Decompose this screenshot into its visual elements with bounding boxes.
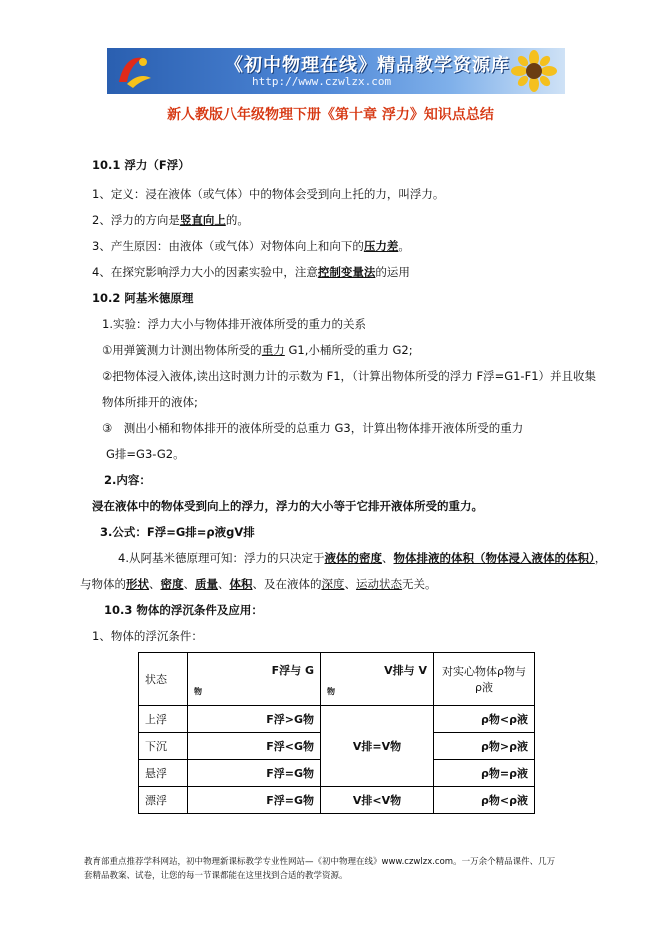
float-condition-heading: 1、物体的浮沉条件： — [92, 629, 203, 643]
state-cell: 漂浮 — [139, 787, 188, 814]
document-title: 新人教版八年级物理下册《第十章 浮力》知识点总结 — [167, 107, 494, 123]
header-volume: V排与 V 物 — [321, 653, 434, 706]
experiment-step-2a: ②把物体浸入液体,读出这时测力计的示数为 F1，（计算出物体所受的浮力 F浮=G1-F1）并且收集 — [102, 369, 597, 383]
density-cell: ρ物=ρ液 — [434, 760, 535, 787]
volume-merged-cell: V排=V物 — [321, 706, 434, 787]
section-10-2-heading: 10.2 阿基米德原理 — [92, 291, 194, 305]
force-cell: F浮<G物 — [188, 733, 321, 760]
page-footer — [84, 855, 644, 883]
experiment-step-3a: ③ 测出小桶和物体排开的液体所受的总重力 G3，计算出物体排开液体所受的重力 — [102, 421, 524, 435]
header-force: F浮与 G 物 — [188, 653, 321, 706]
density-cell: ρ物>ρ液 — [434, 733, 535, 760]
footer-line-2: 套精品教案、试卷，让您的每一节课都能在这里找到合适的教学资源。 — [84, 871, 348, 881]
method-line: 4、在探究影响浮力大小的因素实验中，注意控制变量法的运用 — [92, 265, 410, 279]
experiment-step-3b: G排=G3-G2。 — [106, 447, 185, 461]
cause-line: 3、产生原因：由液体（或气体）对物体向上和向下的压力差。 — [92, 239, 410, 253]
section-10-1-heading: 10.1 浮力（F浮） — [92, 158, 190, 172]
float-condition-table — [138, 652, 535, 814]
table-row — [139, 706, 535, 733]
conclusion-line-a: 4.从阿基米德原理可知：浮力的只决定于液体的密度、物体排液的体积（物体浸入液体的体积）， — [118, 551, 607, 565]
banner-url: http://www.czwlzx.com — [252, 75, 392, 88]
section-10-3-heading: 10.3 物体的浮沉条件及应用： — [104, 603, 263, 617]
footer-line-1: 教育部重点推荐学科网站，初中物理新课标教学专业性网站—《初中物理在线》www.czwlzx.com。一万余个精品课件、几万 — [84, 857, 556, 867]
content-line: 浸在液体中的物体受到向上的浮力，浮力的大小等于它排开液体所受的重力。 — [92, 499, 483, 513]
formula-line: 3.公式：F浮=G排=ρ液gV排 — [100, 525, 255, 539]
density-cell: ρ物<ρ液 — [434, 787, 535, 814]
experiment-line: 1.实验：浮力大小与物体排开液体所受的重力的关系 — [102, 317, 366, 331]
experiment-step-1: ①用弹簧测力计测出物体所受的重力 G1,小桶所受的重力 G2; — [102, 343, 413, 357]
definition-line: 1、定义：浸在液体（或气体）中的物体会受到向上托的力，叫浮力。 — [92, 187, 445, 201]
banner-title: 《初中物理在线》精品教学资源库 — [225, 55, 510, 76]
force-cell: F浮=G物 — [188, 760, 321, 787]
force-cell: F浮=G物 — [188, 787, 321, 814]
content-heading: 2.内容： — [104, 473, 151, 487]
header-density: 对实心物体ρ物与ρ液 — [434, 653, 535, 706]
state-cell: 上浮 — [139, 706, 188, 733]
header-state: 状态 — [139, 653, 188, 706]
conclusion-line-b: 与物体的形状、密度、质量、体积、及在液体的深度、运动状态无关。 — [80, 577, 437, 591]
sunflower-icon — [507, 50, 561, 92]
table-row — [139, 787, 535, 814]
force-cell: F浮>G物 — [188, 706, 321, 733]
logo-icon — [113, 52, 153, 90]
direction-line: 2、浮力的方向是竖直向上的。 — [92, 213, 249, 227]
header-banner — [107, 48, 565, 94]
experiment-step-2b: 物体所排开的液体; — [102, 395, 198, 409]
table-header-row — [139, 653, 535, 706]
volume-cell: V排<V物 — [321, 787, 434, 814]
state-cell: 悬浮 — [139, 760, 188, 787]
state-cell: 下沉 — [139, 733, 188, 760]
density-cell: ρ物<ρ液 — [434, 706, 535, 733]
